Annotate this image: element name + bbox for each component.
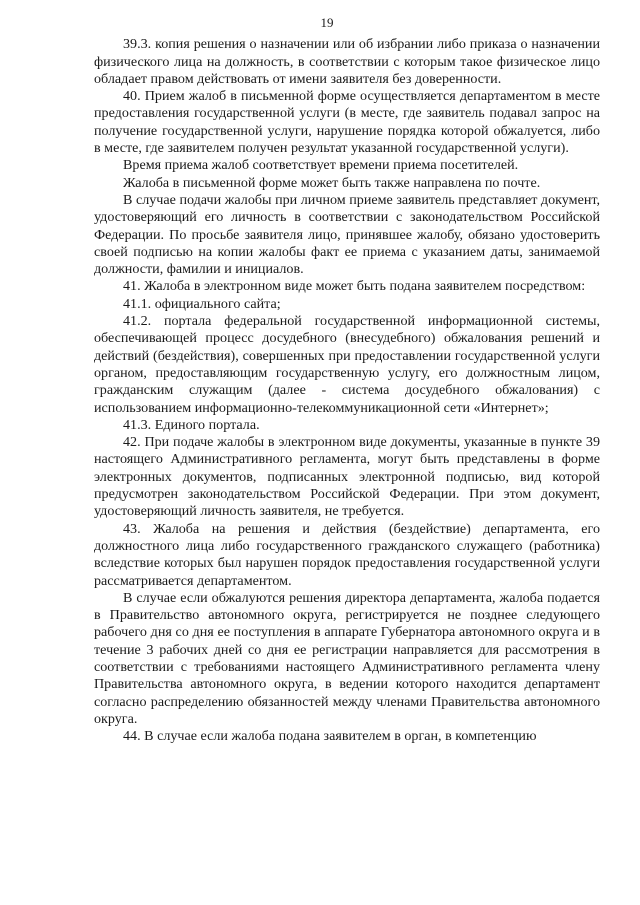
- paragraph-41-2: 41.2. портала федеральной государственной информационной системы, обеспечивающей процесс досудебного (внесудебного) обжалования решений и действий (бездействия), совершенных при предоставлении государственной услуги органом, предоставляющим государственную услугу, его должностным лицом, гражданским служащим (далее - система досудебного обжалования) с использованием информационно-телекоммуникационной сети «Интернет»;: [94, 313, 600, 416]
- paragraph-39-3: 39.3. копия решения о назначении или об избрании либо приказа о назначении физического лица на должность, в соответствии с которым такое физическое лицо обладает правом действовать от имени заявителя без доверенности.: [94, 36, 600, 87]
- paragraph-director-appeal: В случае если обжалуются решения директора департамента, жалоба подается в Правительство автономного округа, регистрируется не позднее следующего рабочего дня со дня ее поступления в аппарате Губернатора автономного округа и в течение 3 рабочих дней со дня ее регистрации направляется для рассмотрения в соответствии с требованиями настоящего Административного регламента члену Правительства автономного округа, в ведении которого находится департамент согласно распределению обязанностей между членами Правительства автономного округа.: [94, 589, 600, 727]
- paragraph-44: 44. В случае если жалоба подана заявителем в орган, в компетенцию: [123, 728, 537, 745]
- paragraph-personal-reception: В случае подачи жалобы при личном приеме заявитель представляет документ, удостоверяющий его личность в соответствии с законодательством Российской Федерации. По просьбе заявителя лицо, принявшее жалобу, обязано удостоверить своей подписью на копии жалобы факт ее приема с указанием даты, занимаемой должности, фамилии и инициалов.: [94, 191, 600, 278]
- page-number: 19: [320, 15, 334, 30]
- paragraph-41-1: 41.1. официального сайта;: [123, 295, 281, 312]
- paragraph-43: 43. Жалоба на решения и действия (бездействие) департамента, его должностного лица либо государственного гражданского служащего (работника) вследствие которых был нарушен порядок предоставления государственной услуги рассматривается департаментом.: [94, 520, 600, 589]
- paragraph-postal-complaint: Жалоба в письменной форме может быть также направлена по почте.: [123, 174, 541, 191]
- paragraph-reception-time: Время приема жалоб соответствует времени приема посетителей.: [123, 157, 519, 174]
- paragraph-42: 42. При подаче жалобы в электронном виде документы, указанные в пункте 39 настоящего Административного регламента, могут быть представлены в форме электронных документов, подписанных электронной подписью, вид которой предусмотрен законодательством Российской Федерации. При этом документ, удостоверяющий личность заявителя, не требуется.: [94, 434, 600, 520]
- paragraph-40: 40. Прием жалоб в письменной форме осуществляется департаментом в месте предоставления государственной услуги (в месте, где заявитель подавал запрос на получение государственной услуги, нарушение порядка которой обжалуется, либо в месте, где заявителем получен результат указанной государственной услуги).: [94, 88, 600, 157]
- paragraph-41: 41. Жалоба в электронном виде может быть подана заявителем посредством:: [123, 278, 586, 295]
- paragraph-41-3: 41.3. Единого портала.: [123, 416, 260, 433]
